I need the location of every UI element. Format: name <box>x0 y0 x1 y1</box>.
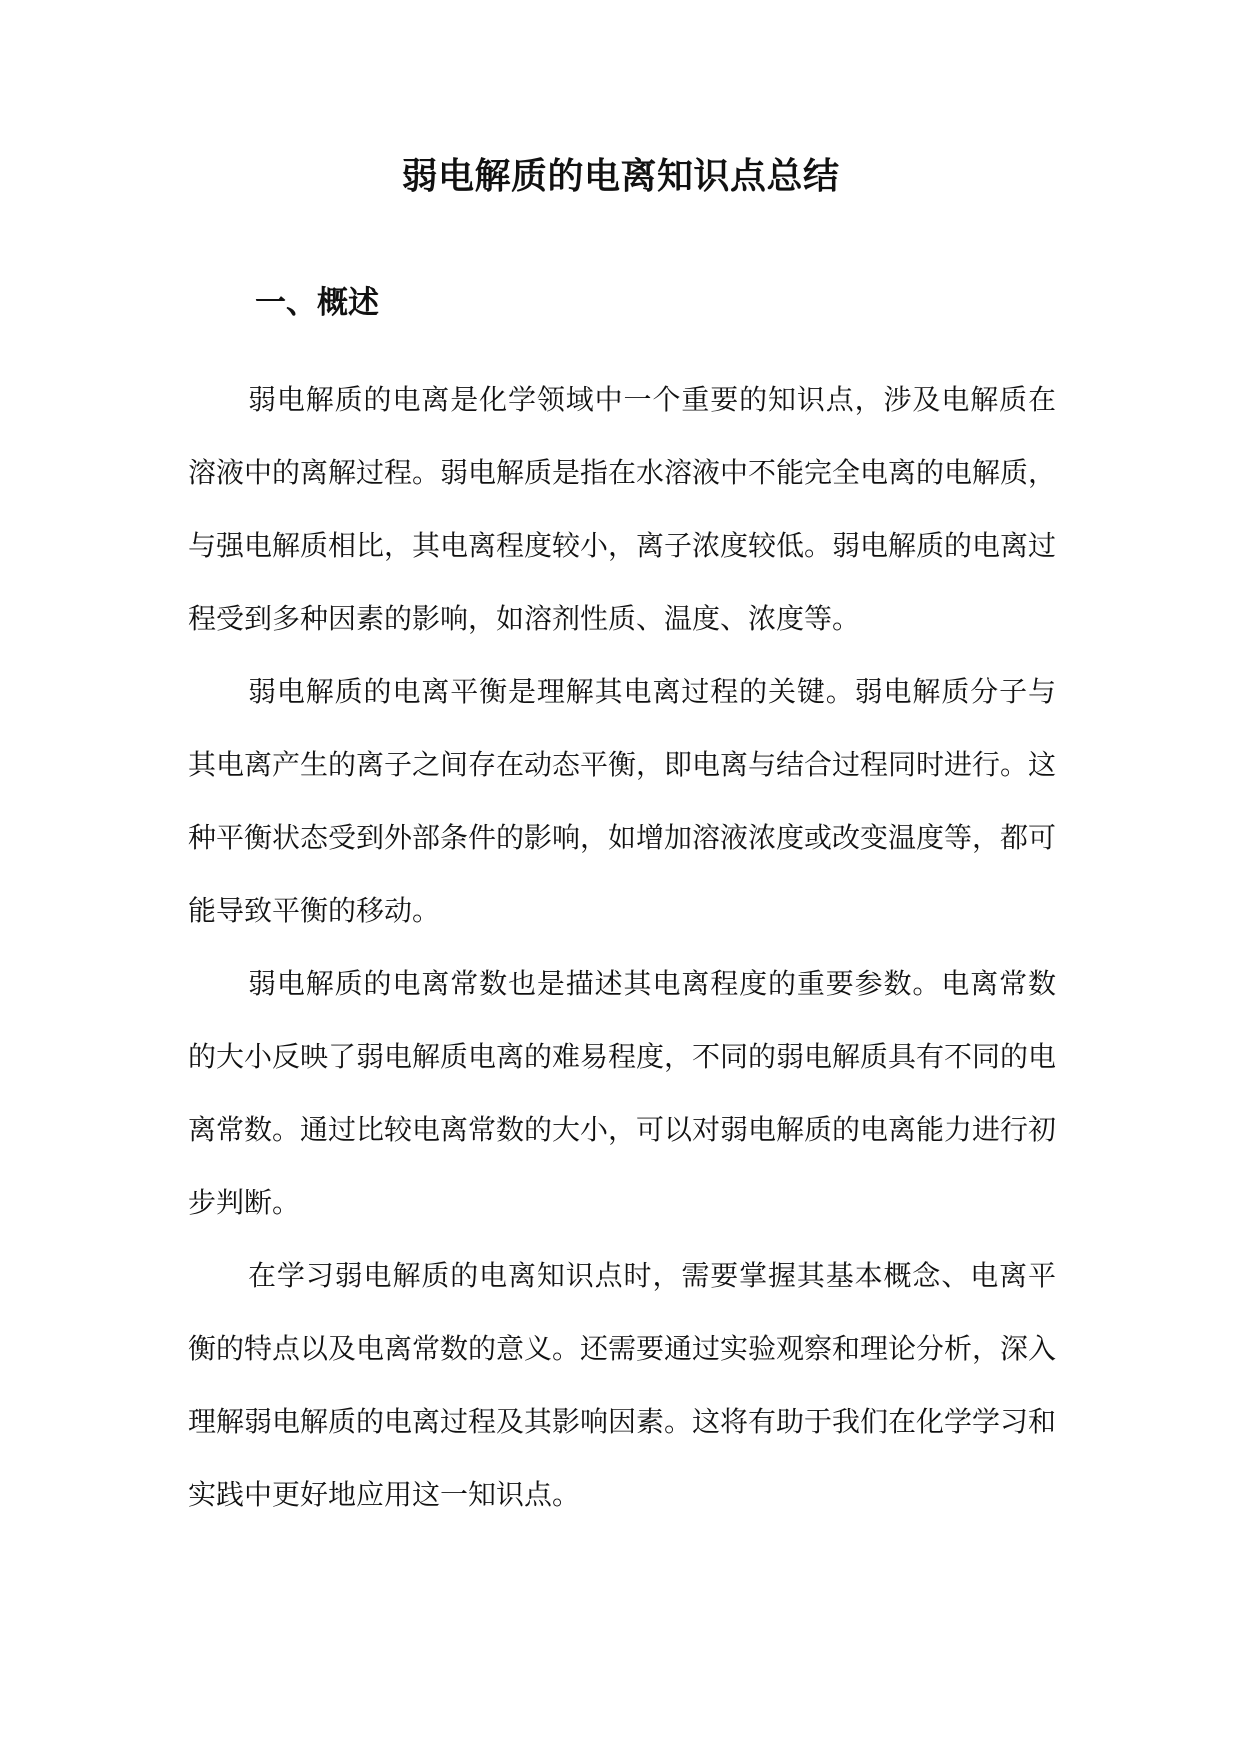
section-heading-overview: 一、概述 <box>255 285 379 321</box>
paragraph: 弱电解质的电离是化学领域中一个重要的知识点，涉及电解质在溶液中的离解过程。弱电解质是指在水溶液中不能完全电离的电解质，与强电解质相比，其电离程度较小，离子浓度较低。弱电解质的电离过程受到多种因素的影响，如溶剂性质、温度、浓度等。 <box>188 383 1057 635</box>
document-title: 弱电解质的电离知识点总结 <box>401 155 840 197</box>
section-body <box>188 363 1056 1531</box>
paragraph: 弱电解质的电离平衡是理解其电离过程的关键。弱电解质分子与其电离产生的离子之间存在动态平衡，即电离与结合过程同时进行。这种平衡状态受到外部条件的影响，如增加溶液浓度或改变温度等，都可能导致平衡的移动。 <box>188 675 1057 927</box>
paragraph: 弱电解质的电离常数也是描述其电离程度的重要参数。电离常数的大小反映了弱电解质电离的难易程度，不同的弱电解质具有不同的电离常数。通过比较电离常数的大小，可以对弱电解质的电离能力进行初步判断。 <box>188 967 1057 1219</box>
paragraph: 在学习弱电解质的电离知识点时，需要掌握其基本概念、电离平衡的特点以及电离常数的意义。还需要通过实验观察和理论分析，深入理解弱电解质的电离过程及其影响因素。这将有助于我们在化学学习和实践中更好地应用这一知识点。 <box>188 1259 1057 1511</box>
